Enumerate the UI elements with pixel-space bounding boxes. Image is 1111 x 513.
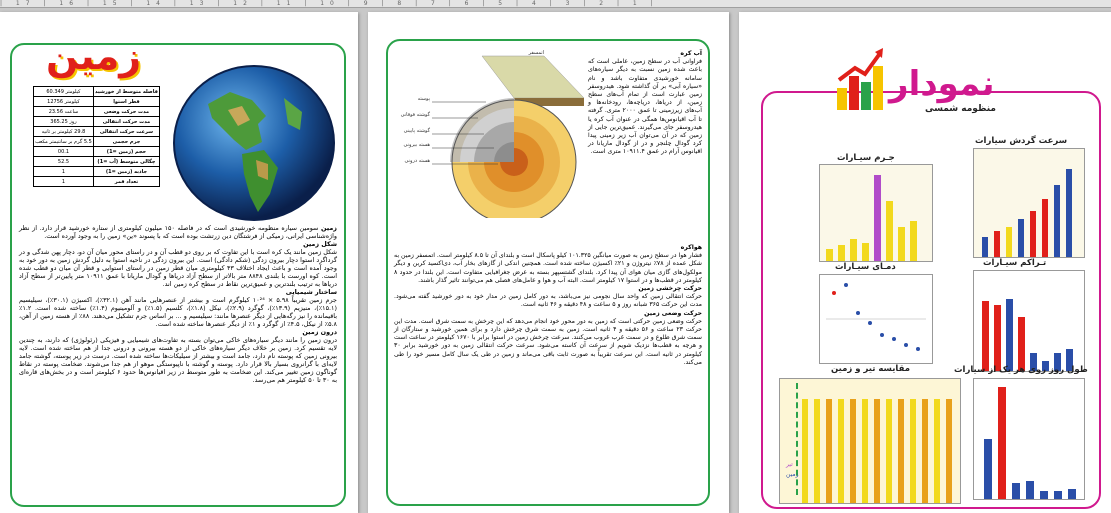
earth-layers-diagram xyxy=(394,46,584,218)
page-title: نمودار xyxy=(889,64,995,104)
facts-value-cell: ساعت 23.56 xyxy=(34,107,94,117)
facts-table xyxy=(33,86,160,187)
paragraph-rotation: حرکت وضعی زمین حرکتی است که زمین به دور محور خود انجام می‌دهد که این چرخش به سمت شرق است. مدت این حرکت ۲۳ ساعت و ۵۶ دقیقه و ۴ ثانیه است. زمین به سمت شرق چرخش دارد و برای همین خورشید و ستارگان از سمت شرق طلوع و در سمت غرب غروب می‌کنند. سرعت چرخش زمین در استوا برابر با ۱۶۷۰ کیلومتر در ساعت است و هرچه به قطب‌ها نزدیک شویم از سرعت آن کاسته می‌شود. سرعت حرکت انتقالی زمین به دور خورشید برابر ۳۰ کیلومتر در ثانیه است. این سرعت تقریباً به صورت ثابت باقی می‌ماند و زمین در طی یک سال کامل مسیر خود را طی می‌کند. xyxy=(394,317,702,366)
facts-value-cell: 5.5 گرم بر سانتیمتر مکعب xyxy=(35,138,92,145)
facts-label-cell: قطر استوا xyxy=(93,97,159,107)
paragraph-motion: حرکت انتقالی زمین که واحد سال نجومی نیز می‌باشد، به دور کامل زمین در مدار خود به دور خورشید گفته می‌شود. مدت این حرکت ۳۶۵ شبانه روز و ۵ ساعت و ۴۸ دقیقه و ۴۶ ثانیه است. xyxy=(394,293,702,309)
paragraph-chemistry: جرم زمین تقریباً ۵.۹۸ × ۱۰²⁴ کیلوگرم است و بیشتر از عنصرهایی مانند آهن (۳۲.۱٪)، اکسیژن (۳۰.۱٪)، سیلیسیم (۱۵.۱٪)، منیزیم (۱۳.۹٪)، گوگرد (۲.۹٪)، نیکل (۱.۸٪)، کلسیم (۱.۵٪) و آلومینیوم (۱.۴٪) ساخته شده است. ۱.۲٪ باقیمانده را نیز رگه‌هایی از دیگر عنصرها مانند: سیلیسیم و ... بر اساس جرم تشکیل می‌دهند. ۸۸٪ از هسته زمین از آهن، ۵.۸٪ از نیکل، ۴.۵٪ از گوگرد و ۱٪ از دیگر عنصرها ساخته شده است. xyxy=(19,296,337,328)
chart-thumbnail-mercury-earth xyxy=(779,378,961,504)
layer-label: گوشته پایینی xyxy=(403,128,430,134)
chart-thumbnail-speed xyxy=(973,148,1085,258)
facts-table-row xyxy=(34,107,160,117)
heading-interior: درون زمین xyxy=(302,328,337,336)
layer-label: هسته درونی xyxy=(404,158,430,164)
page-title: زمین xyxy=(46,34,142,78)
page-charts xyxy=(739,12,1111,513)
facts-label-cell: جاذبه (زمین =1) xyxy=(93,167,159,177)
heading-chemistry: ساختار شیمیایی xyxy=(285,288,337,296)
chart-title: طول روز روی هر یک از سیارات xyxy=(954,365,1088,375)
heading-shape: شکل زمین xyxy=(303,240,337,248)
facts-label-cell: جرم حجمی xyxy=(93,137,159,147)
chart-thumbnail-mass xyxy=(819,164,933,262)
paragraph-water: فراوانی آب در سطح زمین، عاملی است که باعث شده زمین نسبت به دیگر سیاره‌های سامانه خورشیدی متفاوت باشد و نام «سیاره آبی» بر آن گذاشته شود. هیدروسفر زمین عبارت است از تمام آب‌های سطح زمین، از دریاها، دریاچه‌ها، رودخانه‌ها و آب‌های زیرزمینی تا عمق ۲۰۰۰ متری. گرفته تا آب اقیانوس‌ها همگی در عنوان آب کره یا هیدروسفر جای می‌گیرند. عمیق‌ترین جایی از زمین که در آن می‌توان آب زیر زمینی پیدا کرد گودال چلنجر و در از گودال ماریانا در اقیانوس آرام در عمق ۱۰۹۱۱.۴ متری است. xyxy=(588,58,702,156)
chart-logo-icon xyxy=(835,46,887,112)
chart-title: سرعت گردش سیارات xyxy=(975,136,1068,146)
facts-label-cell: فاصله متوسط از خورشید xyxy=(95,88,158,95)
facts-value-cell: 52.5 xyxy=(34,157,94,167)
facts-value-cell: روز 365.25 xyxy=(34,117,94,127)
heading-motion: حرکت چرخشی زمین xyxy=(638,285,702,293)
heading-rotation: حرکت وضعی زمین xyxy=(644,309,702,317)
heading-water: آب کره xyxy=(680,50,702,57)
chart-thumbnail-density xyxy=(973,270,1085,372)
paragraph-air: فشار هوا در سطح زمین به صورت میانگین ۱۰۱.۳۲۵ کیلو پاسکال است و بلندای آن تا ۸.۵ کیلومتر است. اتمسفر زمین به شکل عمده از ۷۸٪ نیتروژن و ۲۱٪ اکسیژن ساخته شده است. همچنین اندکی از گازهای بخار آب، دی‌اکسید کربن و دیگر مولکول‌های گازی میان هوای آن پیدا کرد. بلندای گشتسپهر بسته به عرض جغرافیایی متفاوت است. این بلندا در حدود ۸ کیلومتر در قطب‌ها و در استوا ۱۷ کیلومتر است. البته آب و هوا و عامل‌های فصلی هم می‌توانند تاثیر گذار باشند. xyxy=(394,252,703,284)
paragraph-shape: شکل زمین مانند یک کره است با این تفاوت که بر روی دو قطب آن و در راستای محور میان آن دو، دچار پهن شدگی و در گرداگرد استوا دچار بیرون زدگی (شکم دادگی) است. این بیرون زدگی در ناحیه استوا به دلیل گردش زمین به دور خود به وجود آمده است و باعث ایجاد اختلاف ۴۳ کیلومتری میان قطر زمین در راستای استوایی و قطر آن میان دو قطب شده است. کوه اورست با بلندی ۸۸۴۸ متر بالاتر از سطح آزاد دریاها و گودال ماریانا با عمق ۱۰۹۱۱ متر پایین‌تر از سطح آزاد دریاها به ترتیب بلندترین و عمیق‌ترین نقاط در سطح کره زمین اند. xyxy=(19,248,337,288)
facts-table-row xyxy=(34,157,160,167)
chart-title: تـراکم سیـارات xyxy=(983,258,1047,268)
facts-table-row xyxy=(34,137,160,147)
legend-earth: زمین xyxy=(786,471,799,478)
facts-table-row xyxy=(34,147,160,157)
layer-label: هسته بیرونی xyxy=(403,142,430,148)
chart-title: جـرم سیـارات xyxy=(837,153,895,163)
facts-value-cell: 29.8 کیلومتر بر ثانیه xyxy=(34,127,94,137)
facts-table-row xyxy=(34,97,160,107)
earth-text xyxy=(19,224,337,384)
page-earth xyxy=(0,12,358,513)
facts-value-cell: کیلومتر 60.349 xyxy=(34,87,94,97)
intro-keyword: زمین xyxy=(320,224,337,232)
facts-label-cell: مدت حرکت وضعی xyxy=(93,107,159,117)
ruler: | 17 | 16 | 15 | 14 | 13 | 12 | 11 | 10 | 9 | 8 | 7 | 6 | 5 | 4 | 3 | 2 | 1 | xyxy=(0,0,1111,8)
chart-title: مقایسه تیر و زمین xyxy=(831,364,910,374)
chart-title: دمـای سیـارات xyxy=(835,262,896,272)
facts-value-cell: 1 xyxy=(34,167,94,177)
facts-table-row xyxy=(34,127,160,137)
facts-label-cell: حجم (زمین =1) xyxy=(93,147,159,157)
facts-table-row xyxy=(34,177,160,187)
chart-thumbnail-day-length xyxy=(973,378,1085,500)
facts-table-row xyxy=(34,117,160,127)
layer-label: اتمسفر xyxy=(528,50,544,56)
facts-value-cell: 00.1 xyxy=(34,147,94,157)
layer-label: گوشته فوقانی xyxy=(400,112,430,118)
facts-value-cell: کیلومتر 12756 xyxy=(34,97,94,107)
intro-paragraph: سومین سیاره منظومه خورشیدی است که در فاصله ۱۵۰ میلیون کیلومتری از ستاره خورشید قرار دارد. از نظر واژه‌شناسی ایرانی، زمیکی از فرشتگان دین زرتشت بوده است که با پسوند «ین» زمین را به وجود آورده است. xyxy=(19,224,337,240)
facts-table-row xyxy=(34,87,160,97)
globe-image xyxy=(172,64,337,222)
chart-thumbnail-temperature xyxy=(819,274,933,364)
heading-air: هواکره xyxy=(680,244,702,251)
facts-table-row xyxy=(34,167,160,177)
facts-label-cell: تعداد قمر xyxy=(93,177,159,187)
page-structure xyxy=(368,12,729,513)
facts-value-cell: 1 xyxy=(34,177,94,187)
facts-label-cell: چگالی متوسط (آب =1) xyxy=(93,157,159,167)
facts-label-cell: سرعت حرکت انتقالی xyxy=(93,127,159,137)
water-section xyxy=(588,50,702,157)
layer-label: پوسته xyxy=(417,96,430,102)
paragraph-interior: درون زمین را مانند دیگر سیاره‌های خاکی می‌توان بسته به تفاوت‌های شیمیایی و فیزیکی (رئولوژی) که دارند، به چندین لایه تقسیم کرد. زمین بر خلاف دیگر سیاره‌های خاکی از دو هسته بیرونی و درونی جدا از هم ساخته شده است. لایه بیرونی زمین که پوسته نام دارد، جامد است و بیشتر از سیلیکات‌ها ساخته شده است. درست در زیر پوسته، گوشته جامد لایه‌ای با گرانروی بسیار بالا قرار دارد. پوسته و گوشته با ناپیوستگی موهو از هم جدا می‌شوند. ضخامت پوسته در نقاط گوناگون زمین تغییر می‌کند. این ضخامت به طور متوسط در زیر اقیانوس‌ها حدود ۶ کیلومتر است و در بخش‌های قاره‌ای به ۳۰ تا ۵۰ کیلومتر هم می‌رسد. xyxy=(19,336,337,384)
air-section xyxy=(394,244,702,367)
page-subtitle: منظومه شمسی xyxy=(925,104,996,114)
facts-label-cell: مدت حرکت انتقالی xyxy=(93,117,159,127)
legend-mercury: تیر xyxy=(786,461,793,468)
